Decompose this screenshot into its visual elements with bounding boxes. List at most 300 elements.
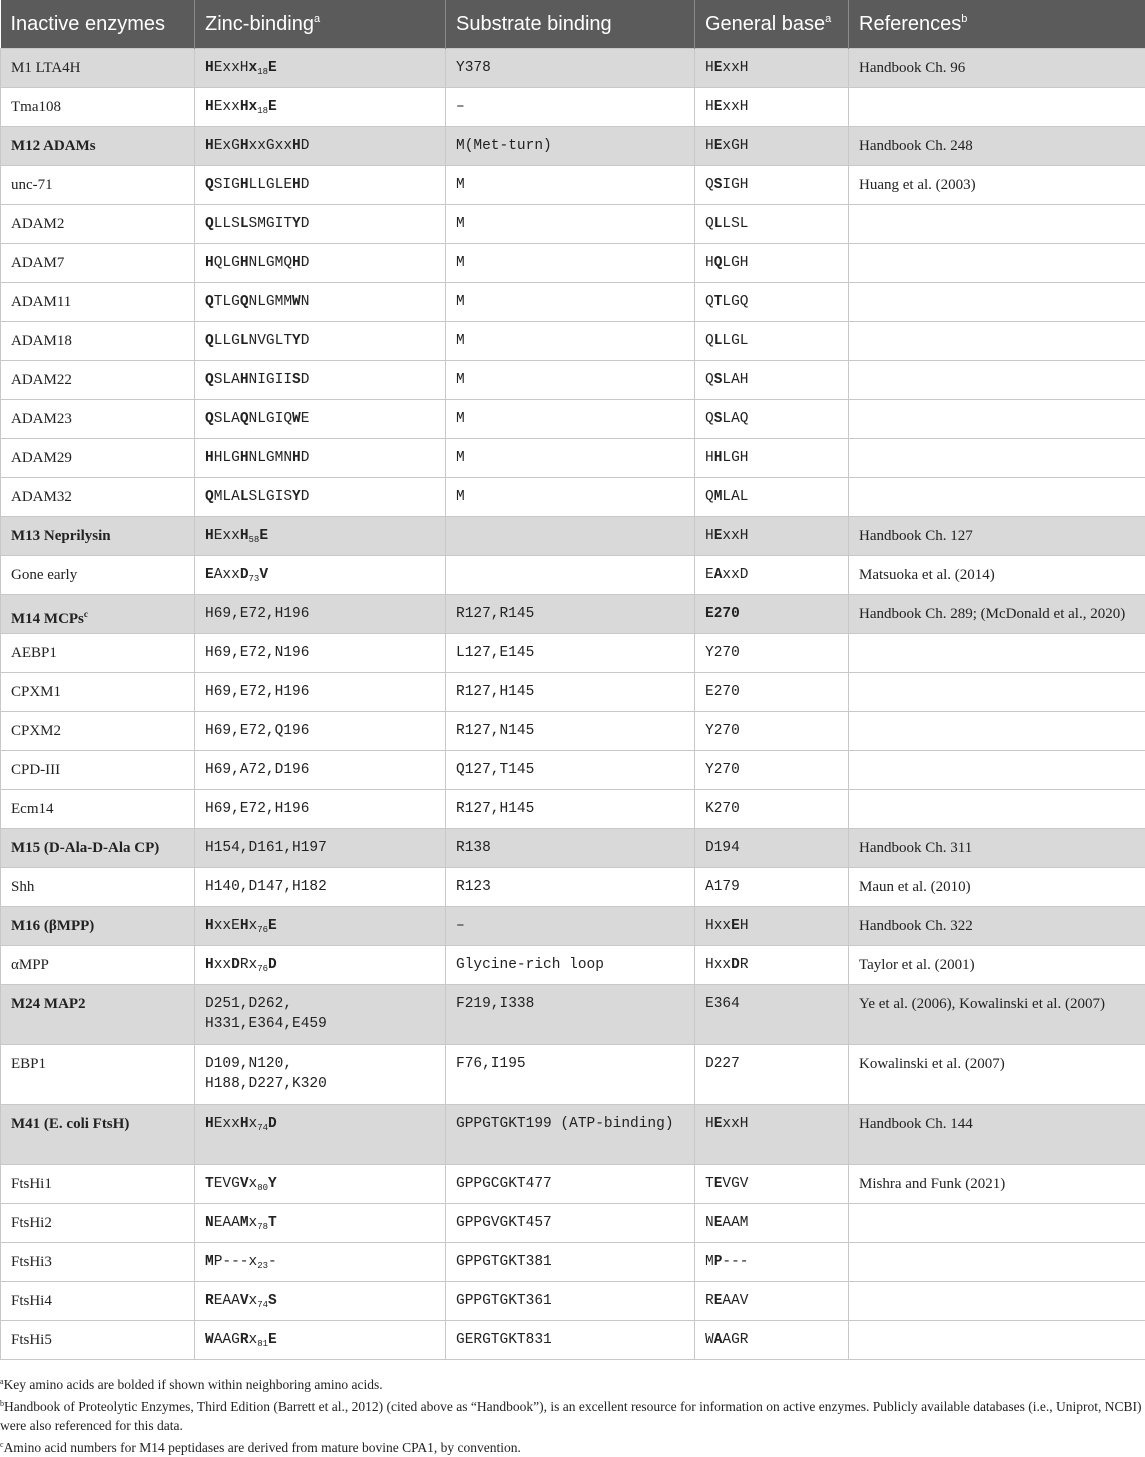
zinc-binding-cell [195,1282,446,1321]
residue-text: - [268,1254,277,1270]
substrate-binding-cell: R138 [446,829,695,868]
substrate-binding-cell: F219,I338 [446,985,695,1045]
general-base-cell [695,1204,849,1243]
key-residue: E [268,60,277,76]
table-row [1,946,1145,985]
residue-text: AAM [722,1215,748,1231]
zinc-binding-cell [195,1165,446,1204]
zinc-binding-cell [195,244,446,283]
general-base-cell [695,673,849,712]
enzyme-name-cell: M41 (E. coli FtsH) [1,1105,195,1165]
enzyme-name-cell: FtsHi4 [1,1282,195,1321]
enzyme-name-cell: Gone early [1,556,195,595]
residue-text: D227 [705,1056,740,1072]
table-row [1,439,1145,478]
residue-text: AAG [214,1332,240,1348]
residue-text: EVG [214,1176,240,1192]
general-base-cell [695,556,849,595]
table-row [1,868,1145,907]
residue-text: LGH [722,255,748,271]
key-residue: Q [205,216,214,232]
family-row [1,985,1145,1045]
key-residue: D [240,567,249,583]
reference-cell [849,712,1145,751]
position-subscript: 73 [249,574,260,584]
residue-text: Y270 [705,723,740,739]
enzyme-name-cell: FtsHi1 [1,1165,195,1204]
reference-cell: Handbook Ch. 96 [849,49,1145,88]
enzyme-name-cell: M12 ADAMs [1,127,195,166]
substrate-binding-cell: GPPGTGKT361 [446,1282,695,1321]
substrate-binding-cell: M [446,205,695,244]
enzyme-name-cell: M24 MAP2 [1,985,195,1045]
enzyme-name-cell: Shh [1,868,195,907]
key-residue: H [240,372,249,388]
reference-cell [849,400,1145,439]
residue-text: x [249,1176,258,1192]
table-row [1,400,1145,439]
residue-text: H [740,918,749,934]
residue-text: SIG [214,177,240,193]
general-base-cell [695,1105,849,1165]
key-residue: E [714,60,723,76]
key-residue: W [205,1332,214,1348]
col-header-substrate-binding [446,0,695,49]
key-residue: H [205,60,214,76]
residue-text: P--- [214,1254,249,1270]
substrate-binding-cell: R123 [446,868,695,907]
substrate-binding-cell: L127,E145 [446,634,695,673]
residue-text: D109,N120, [205,1056,292,1072]
general-base-cell [695,400,849,439]
residue-text: R [740,957,749,973]
key-residue: W [292,294,301,310]
key-residue: T [714,294,723,310]
residue-text: H69,E72,H196 [205,684,309,700]
zinc-binding-cell [195,400,446,439]
key-residue: S [268,1293,277,1309]
table-row [1,673,1145,712]
substrate-binding-cell [446,556,695,595]
key-residue: H [292,450,301,466]
residue-text: D194 [705,840,740,856]
key-residue: W [292,411,301,427]
residue-text: H [705,528,714,544]
residue-text: R [705,1293,714,1309]
position-subscript: 58 [249,535,260,545]
residue-text: AGR [722,1332,748,1348]
key-residue: H [240,99,249,115]
zinc-binding-cell [195,1105,446,1165]
residue-text: x [249,1293,258,1309]
general-base-cell [695,88,849,127]
residue-text: xGH [722,138,748,154]
zinc-binding-cell [195,712,446,751]
residue-text: D [301,216,310,232]
key-residue: S [292,372,301,388]
residue-text: SMGIT [249,216,293,232]
enzyme-name-cell: EBP1 [1,1045,195,1105]
enzyme-name-cell: ADAM2 [1,205,195,244]
reference-cell [849,478,1145,517]
key-residue: P [714,1254,723,1270]
key-residue: E270 [705,606,740,622]
zinc-binding-cell [195,595,446,634]
residue-text: H188,D227,K320 [205,1076,327,1092]
reference-cell: Handbook Ch. 127 [849,517,1145,556]
enzyme-name-cell: AEBP1 [1,634,195,673]
residue-text: MLA [214,489,240,505]
key-residue: Q [205,333,214,349]
general-base-cell [695,868,849,907]
key-residue: Q [714,255,723,271]
key-residue: Y [292,489,301,505]
residue-text: LSL [722,216,748,232]
substrate-binding-cell: GPPGTGKT381 [446,1243,695,1282]
residue-text: LAL [722,489,748,505]
zinc-binding-cell [195,439,446,478]
zinc-binding-cell [195,1204,446,1243]
zinc-binding-cell [195,751,446,790]
general-base-cell [695,712,849,751]
zinc-binding-cell [195,166,446,205]
position-subscript: 76 [257,964,268,974]
key-residue: D [268,957,277,973]
residue-text: x [249,1332,258,1348]
position-subscript: 76 [257,925,268,935]
key-residue: H [240,450,249,466]
residue-text: x [249,1116,258,1132]
zinc-binding-cell [195,829,446,868]
residue-text: NIGII [249,372,293,388]
residue-text: NLGIQ [249,411,293,427]
key-residue: N [205,1215,214,1231]
general-base-cell [695,205,849,244]
table-row [1,88,1145,127]
residue-text: E [301,411,310,427]
residue-text: AAV [722,1293,748,1309]
key-residue: E [714,1116,723,1132]
residue-text: Q [705,177,714,193]
zinc-binding-cell [195,634,446,673]
key-residue: Q [205,372,214,388]
key-residue: S [714,177,723,193]
key-residue: T [268,1215,277,1231]
residue-text: D [301,333,310,349]
residue-text: Y270 [705,645,740,661]
family-row [1,49,1145,88]
key-residue: H [292,177,301,193]
general-base-cell [695,1045,849,1105]
general-base-cell [695,361,849,400]
key-residue: H [240,918,249,934]
residue-text: xxGxx [249,138,293,154]
residue-text: K270 [705,801,740,817]
key-residue: A [714,567,723,583]
substrate-binding-cell: M [446,439,695,478]
table-row [1,556,1145,595]
zinc-binding-cell [195,673,446,712]
footnote-marker: c [84,609,88,619]
reference-cell: Handbook Ch. 289; (McDonald et al., 2020) [849,595,1145,634]
enzyme-name-cell: M16 (βMPP) [1,907,195,946]
general-base-cell [695,166,849,205]
table-row [1,1165,1145,1204]
zinc-binding-cell [195,985,446,1045]
residue-text: TLG [214,294,240,310]
table-row [1,1282,1145,1321]
residue-text: Q [705,333,714,349]
residue-text: LGQ [722,294,748,310]
reference-cell [849,751,1145,790]
substrate-binding-cell: Glycine-rich loop [446,946,695,985]
enzyme-name-cell: ADAM22 [1,361,195,400]
general-base-cell [695,1282,849,1321]
residue-text: D251,D262, [205,996,292,1012]
key-residue: H [240,138,249,154]
table-row [1,166,1145,205]
general-base-cell [695,1165,849,1204]
enzyme-name-cell: FtsHi2 [1,1204,195,1243]
key-residue: H [714,450,723,466]
table-row [1,478,1145,517]
key-residue: H [205,255,214,271]
substrate-binding-cell: GPPGVGKT457 [446,1204,695,1243]
zinc-binding-cell [195,1321,446,1360]
general-base-cell [695,517,849,556]
key-residue: E [714,1176,723,1192]
residue-text: IGH [722,177,748,193]
residue-text: E270 [705,684,740,700]
footnotes [0,1360,1145,1457]
residue-text: HLG [214,450,240,466]
key-residue: Y [292,216,301,232]
residue-text: x [249,1254,258,1270]
reference-cell [849,1282,1145,1321]
key-residue: Q [240,294,249,310]
enzyme-name-cell: αMPP [1,946,195,985]
key-residue: V [259,567,268,583]
key-residue: V [240,1293,249,1309]
enzyme-name-cell: FtsHi3 [1,1243,195,1282]
residue-text: H69,E72,H196 [205,606,309,622]
table-row [1,790,1145,829]
general-base-cell [695,49,849,88]
position-subscript: 81 [257,1339,268,1349]
general-base-cell [695,985,849,1045]
table-row [1,361,1145,400]
general-base-cell [695,595,849,634]
key-residue: H [205,450,214,466]
residue-text: Axx [214,567,240,583]
zinc-binding-cell [195,790,446,829]
enzyme-name-cell: ADAM23 [1,400,195,439]
header-label: Inactive enzymes [11,13,166,35]
family-row [1,1105,1145,1165]
enzyme-name-cell: Ecm14 [1,790,195,829]
table-row [1,634,1145,673]
residue-text: M [705,1254,714,1270]
residue-text: NVGLT [249,333,293,349]
footnote-marker: a [0,1377,4,1386]
key-residue: E [268,99,277,115]
header-label: General base [705,13,825,35]
zinc-binding-cell [195,868,446,907]
residue-text: H [705,255,714,271]
key-residue: E [731,918,740,934]
substrate-binding-cell: – [446,88,695,127]
key-residue: H [205,1116,214,1132]
enzyme-name-cell: M1 LTA4H [1,49,195,88]
residue-text: D [301,372,310,388]
zinc-binding-cell [195,127,446,166]
residue-text: H [705,138,714,154]
residue-text: VGV [722,1176,748,1192]
key-residue: Y [268,1176,277,1192]
reference-cell: Handbook Ch. 311 [849,829,1145,868]
key-residue: V [240,1176,249,1192]
zinc-binding-cell [195,1243,446,1282]
residue-text: Q [705,216,714,232]
table-row [1,1204,1145,1243]
substrate-binding-cell: GPPGTGKT199 (ATP-binding) [446,1105,695,1165]
table-row [1,322,1145,361]
residue-text: A179 [705,879,740,895]
position-subscript: 18 [257,67,268,77]
key-residue: Q [205,411,214,427]
key-residue: H [205,528,214,544]
residue-text: QLG [214,255,240,271]
enzyme-name-cell: M15 (D-Ala-D-Ala CP) [1,829,195,868]
enzyme-name-cell: ADAM11 [1,283,195,322]
general-base-cell [695,127,849,166]
reference-cell [849,1204,1145,1243]
substrate-binding-cell: M [446,244,695,283]
reference-cell: Maun et al. (2010) [849,868,1145,907]
residue-text: NLGMQ [249,255,293,271]
table-row [1,205,1145,244]
residue-text: NLGMM [249,294,293,310]
substrate-binding-cell: GERGTGKT831 [446,1321,695,1360]
key-residue: x [249,99,258,115]
residue-text: xxH [722,99,748,115]
substrate-binding-cell: R127,H145 [446,790,695,829]
key-residue: D [731,957,740,973]
residue-text: --- [722,1254,748,1270]
reference-cell: Kowalinski et al. (2007) [849,1045,1145,1105]
substrate-binding-cell: Q127,T145 [446,751,695,790]
residue-text: Exx [214,1116,240,1132]
position-subscript: 23 [257,1261,268,1271]
general-base-cell [695,244,849,283]
residue-text: D [301,177,310,193]
general-base-cell [695,322,849,361]
key-residue: M [240,1215,249,1231]
substrate-binding-cell: M(Met-turn) [446,127,695,166]
residue-text: D [301,489,310,505]
residue-text: Q [705,294,714,310]
enzyme-name-cell: Tma108 [1,88,195,127]
reference-cell [849,634,1145,673]
substrate-binding-cell: M [446,283,695,322]
enzyme-name-cell: CPXM2 [1,712,195,751]
key-residue: L [240,216,249,232]
key-residue: H [240,177,249,193]
reference-cell [849,244,1145,283]
residue-text: NLGMN [249,450,293,466]
key-residue: Q [240,411,249,427]
table-row [1,712,1145,751]
key-residue: S [714,411,723,427]
substrate-binding-cell [446,517,695,556]
enzyme-name-cell: FtsHi5 [1,1321,195,1360]
table-row [1,283,1145,322]
key-residue: E [268,1332,277,1348]
col-header-references [849,0,1145,49]
substrate-binding-cell: M [446,478,695,517]
residue-text: H154,D161,H197 [205,840,327,856]
residue-text: ExxH [214,60,249,76]
zinc-binding-cell [195,322,446,361]
residue-text: Y270 [705,762,740,778]
residue-text: H69,E72,N196 [205,645,309,661]
key-residue: R [205,1293,214,1309]
residue-text: SLA [214,411,240,427]
residue-text: T [705,1176,714,1192]
key-residue: H [205,918,214,934]
family-row [1,517,1145,556]
enzyme-name-cell: CPD-III [1,751,195,790]
footnote-text: Amino acid numbers for M14 peptidases are derived from mature bovine CPA1, by convention. [4,1440,521,1455]
reference-cell [849,1243,1145,1282]
key-residue: Y [292,333,301,349]
residue-text: LLGLE [249,177,293,193]
substrate-binding-cell: R127,H145 [446,673,695,712]
footnote-marker: a [314,13,320,25]
substrate-binding-cell: F76,I195 [446,1045,695,1105]
key-residue: E [714,99,723,115]
residue-text: xxH [722,60,748,76]
residue-text: LAH [722,372,748,388]
general-base-cell [695,946,849,985]
position-subscript: 18 [257,106,268,116]
residue-text: D [301,138,310,154]
residue-text: H140,D147,H182 [205,879,327,895]
key-residue: E [714,1293,723,1309]
reference-cell [849,205,1145,244]
reference-cell [849,790,1145,829]
substrate-binding-cell: M [446,361,695,400]
key-residue: x [249,60,258,76]
position-subscript: 74 [257,1123,268,1133]
header-label: Zinc-binding [205,13,314,35]
residue-text: xx [214,957,231,973]
residue-text: EAA [214,1215,240,1231]
table-row [1,244,1145,283]
enzyme-name-cell: ADAM32 [1,478,195,517]
key-residue: T [205,1176,214,1192]
key-residue: Q [205,489,214,505]
key-residue: L [714,333,723,349]
residue-text: Exx [214,99,240,115]
enzyme-name-cell: ADAM7 [1,244,195,283]
residue-text: Hxx [705,957,731,973]
reference-cell: Ye et al. (2006), Kowalinski et al. (2007) [849,985,1145,1045]
residue-text: H69,A72,D196 [205,762,309,778]
key-residue: D [268,1116,277,1132]
residue-text: Q [705,411,714,427]
enzyme-name-cell: ADAM18 [1,322,195,361]
